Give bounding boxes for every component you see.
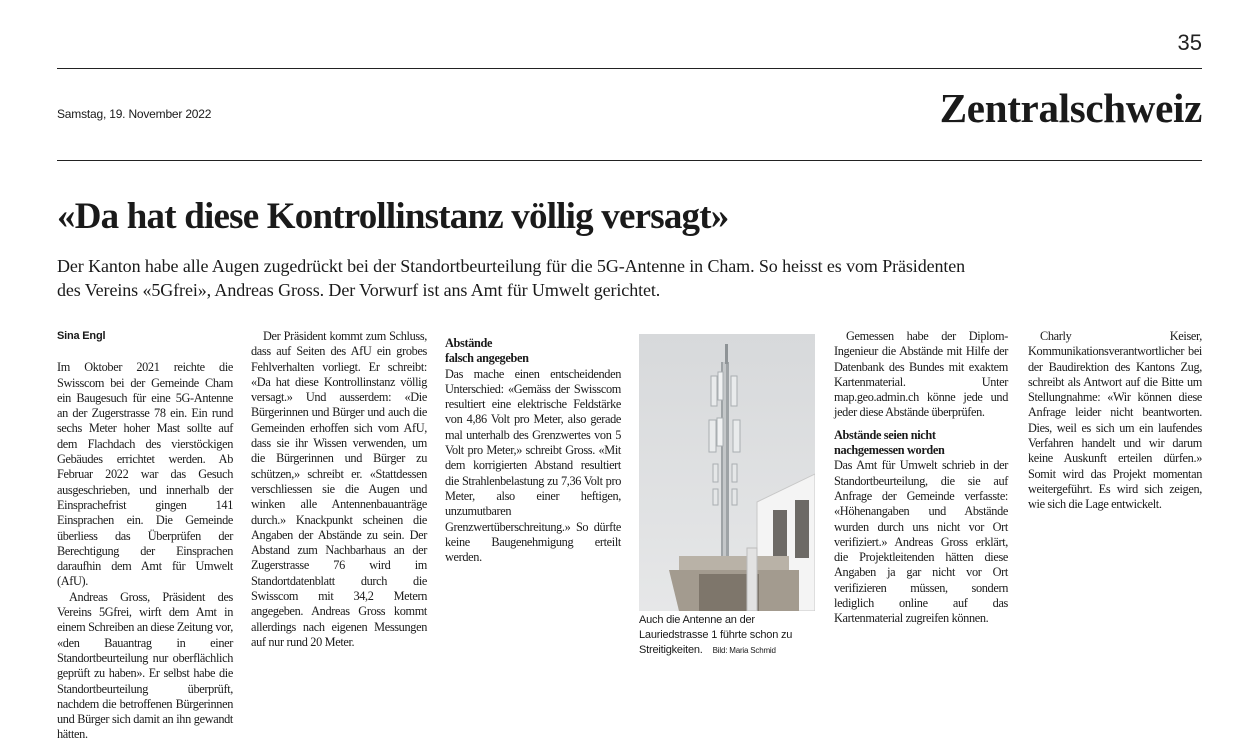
header-rule-bottom: [57, 160, 1202, 161]
subheading-1-line-1: Abstände: [445, 336, 493, 350]
article-column-5: [1028, 329, 1202, 513]
article-lead-line-2: des Vereins «5Gfrei», Andreas Gross. Der Vorwurf ist ans Amt für Umwelt gerichtet.: [57, 280, 661, 300]
author-byline: Sina Engl: [57, 330, 106, 342]
article-column-2: [251, 329, 427, 650]
header-rule-top: [57, 68, 1202, 69]
article-paragraph: Charly Keiser, Kommunikationsverantwortlicher bei der Baudirektion des Kantons Zug, schreibt als Antwort auf die Bitte um Stellungnahme: «Wir können diese Anfrage leider nicht beantworten. Dies, weil es sich um ein laufendes Verfahren handelt und wir darum keine Auskunft erteilen dürfen.» Somit wird das Projekt momentan weitergeführt. Es wird sich zeigen, wie sich die Lage entwickelt.: [1028, 329, 1202, 512]
article-headline: «Da hat diese Kontrollinstanz völlig versagt»: [57, 196, 729, 237]
subheading-2-line-2: nachgemessen worden: [834, 443, 945, 458]
antenna-photo-image: [639, 334, 815, 611]
subheading-1: [445, 336, 621, 367]
subheading-2-line-1: Abstände seien nicht: [834, 427, 936, 442]
article-column-4: [834, 329, 1008, 627]
page-number: 35: [1177, 30, 1202, 55]
subheading-2: [834, 428, 1008, 459]
article-paragraph: Andreas Gross, Präsident des Vereins 5Gfrei, wirft dem Amt in einem Schreiben an diese Zeitung vor, «den Bauantrag in einer Standortbeurteilung nur oberflächlich geprüft zu haben». Er selbst habe die Standortbeurteilung überprüft, nachdem die betroffenen Bürgerinnen und Bürger sich damit an ihn gewandt hätten.: [57, 589, 233, 742]
article-lead: [57, 254, 1137, 302]
photo-caption-text: Auch die Antenne an der Lauriedstrasse 1 führte schon zu Streitigkeiten.: [639, 614, 793, 656]
article-paragraph: Das mache einen entscheidenden Unterschied: «Gemäss der Swisscom resultiert eine elektrische Feldstärke von 4,86 Volt pro Meter, also gerade mal unterhalb des Grenzwertes von 5 Volt pro Meter,» schreibt Gross. «Mit dem korrigierten Abstand resultiert die Strahlenbelastung zu 7,36 Volt pro Meter, also einer heftigen, unzumutbaren Grenzwertüberschreitung.» So dürfte keine Baugenehmigung erteilt werden.: [445, 366, 621, 565]
subheading-1-line-2: falsch angegeben: [445, 351, 529, 366]
article-column-3: [445, 329, 621, 565]
article-paragraph: Im Oktober 2021 reichte die Swisscom bei der Gemeinde Cham ein Baugesuch für eine 5G-Antenne an der Zugerstrasse 78 ein. Ein rund sechs Meter hoher Mast sollte auf dem Flachdach des vierstöckigen Gebäudes errichtet werden. Ab Februar 2022 war das Gesuch ausgeschrieben, und innerhalb der Einsprachefrist gingen 141 Einsprachen ein. Die Gemeinde überliess das Überprüfen der Berechtigung der Einsprachen daraufhin dem Amt für Umwelt (AfU).: [57, 360, 233, 589]
photo-caption: [639, 613, 817, 658]
article-paragraph: Das Amt für Umwelt schrieb in der Standortbeurteilung, die sie auf Anfrage der Gemeinde verfasste: «Höhenangaben und Abstände wurden durch uns nicht vor Ort verifiziert.» Andreas Gross erklärt, die Projektleitenden hätten diese Angaben ja gar nicht vor Ort verifizieren müssen, sondern lediglich online auf das Kartenmaterial zugreifen können.: [834, 458, 1008, 626]
article-paragraph: Gemessen habe der Diplom-Ingenieur die Abstände mit Hilfe der Datenbank des Bundes mit exaktem Kartenmaterial. Unter map.geo.admin.ch könne jede und jeder diese Abstände überprüfen.: [834, 329, 1008, 420]
antenna-photo: [639, 334, 815, 611]
issue-date: Samstag, 19. November 2022: [57, 107, 212, 121]
article-lead-line-1: Der Kanton habe alle Augen zugedrückt bei der Standortbeurteilung für die 5G-Antenne in Cham. So heisst es vom Präsidenten: [57, 256, 966, 276]
section-title: Zentralschweiz: [939, 85, 1202, 131]
photo-credit: Bild: Maria Schmid: [712, 646, 776, 655]
article-paragraph: Der Präsident kommt zum Schluss, dass auf Seiten des AfU ein grobes Fehlverhalten vorliegt. Er schreibt: «Da hat diese Kontrollinstanz völlig versagt.» Und ausserdem: «Die Bürgerinnen und Bürger und auch die Gemeinden erhoffen sich vom AfU, dass sie ihr Wissen verwenden, um die Bürgerinnen und Bürger zu schützen,» schreibt er. «Stattdessen verschliessen sie die Augen und winken alle Antennenbauanträge durch.» Knackpunkt scheinen die Angaben der Abstände zu sein. Der Abstand zum Nachbarhaus an der Zugerstrasse 76 wird im Standortdatenblatt durch die Swisscom mit 34,2 Metern angegeben. Andreas Gross kommt allerdings nach eigenen Messungen auf nur rund 20 Meter.: [251, 329, 427, 649]
article-column-1: [57, 329, 233, 743]
